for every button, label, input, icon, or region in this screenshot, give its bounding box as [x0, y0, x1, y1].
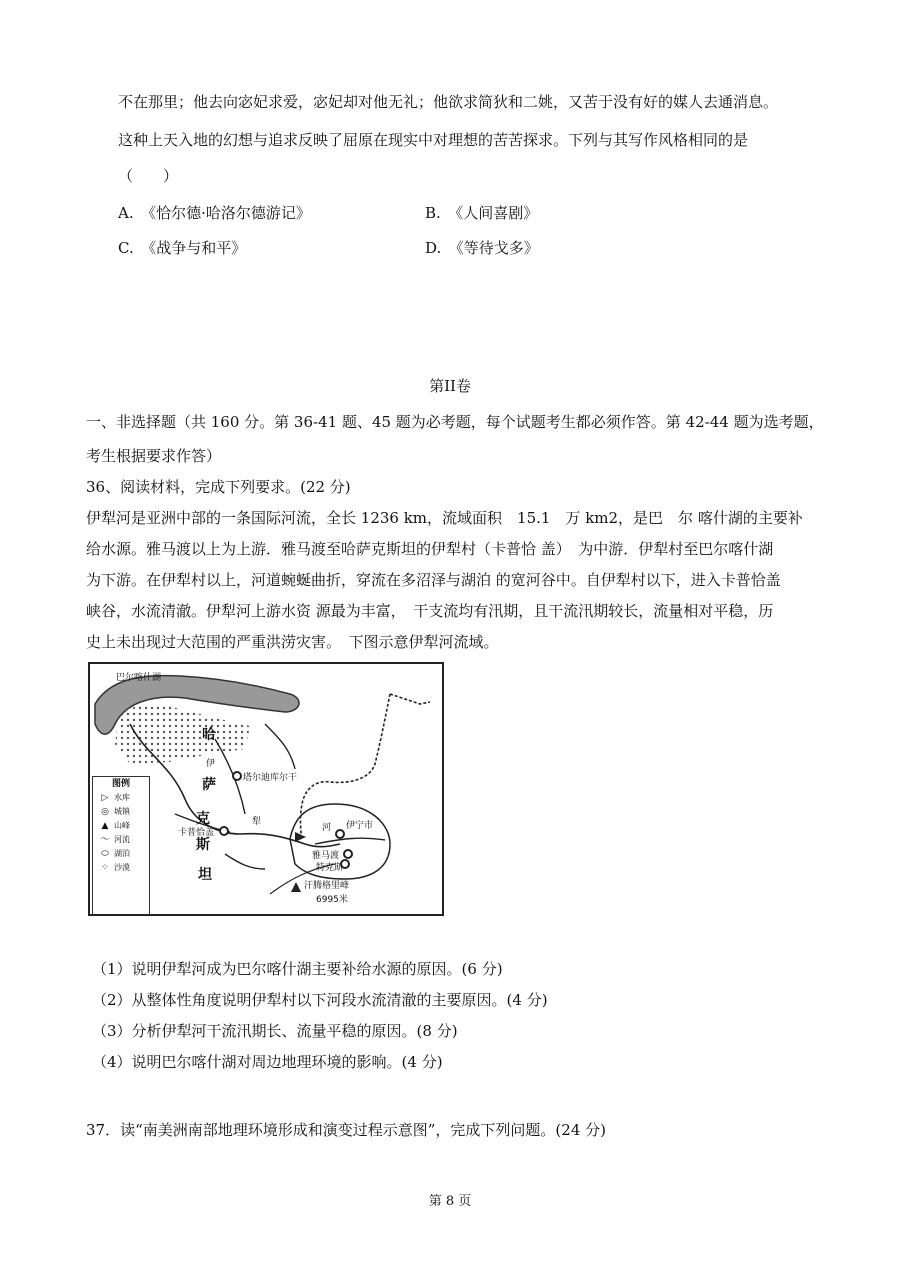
city-icon: ◎ [101, 807, 109, 817]
option-b: B. 《人间喜剧》 [425, 204, 539, 222]
label-country-5: 坦 [198, 867, 212, 883]
label-city-taldykorgan: 塔尔迪库尔干 [243, 773, 298, 783]
label-lake: 巴尔喀什湖 [116, 673, 162, 683]
peak-marker [291, 882, 301, 892]
instructions-line-2: 考生根据要求作答） [86, 447, 222, 465]
option-a: A. 《恰尔德·哈洛尔德游记》 [118, 204, 311, 222]
sub-question-4: （4）说明巴尔喀什湖对周边地理环境的影响。(4 分) [92, 1053, 443, 1071]
question-37-title: 37．读“南美洲南部地理环境形成和演变过程示意图”，完成下列问题。(24 分) [86, 1121, 606, 1139]
legend-label: 水库 [114, 793, 130, 802]
option-c: C. 《战争与和平》 [118, 239, 247, 257]
section-title: 第II卷 [429, 377, 471, 395]
label-river-2: 犁 [252, 817, 262, 827]
label-country-1: 哈 [202, 727, 216, 743]
legend-item-desert [93, 861, 149, 875]
label-river-3: 河 [322, 823, 332, 833]
label-river-1: 伊 [206, 759, 216, 769]
legend-label: 山峰 [114, 821, 130, 830]
question-36-title: 36、阅读材料，完成下列要求。(22 分) [86, 478, 351, 496]
material-line-1: 伊犁河是亚洲中部的一条国际河流，全长 1236 km，流域面积 15.1 万 km2，是巴 尔 喀什湖的主要补 [86, 509, 803, 527]
legend-label: 河流 [114, 835, 130, 844]
sub-question-3: （3）分析伊犁河干流汛期长、流量平稳的原因。(8 分) [92, 1022, 458, 1040]
legend-item-city [93, 805, 149, 819]
sub-question-1: （1）说明伊犁河成为巴尔喀什湖主要补给水源的原因。(6 分) [92, 960, 503, 978]
reservoir-icon: ▷ [101, 793, 109, 803]
passage-line-1: 不在那里；他去向宓妃求爱，宓妃却对他无礼；他欲求简狄和二姚，又苦于没有好的媒人去通消息。 [118, 93, 779, 111]
border-east [390, 694, 430, 704]
legend-label: 湖泊 [114, 849, 130, 858]
passage-line-2: 这种上天入地的幻想与追求反映了屈原在现实中对理想的苦苦探求。下列与其写作风格相同的是 [118, 131, 749, 149]
legend-item-peak [93, 819, 149, 833]
sub-question-2: （2）从整体性角度说明伊犁村以下河段水流清澈的主要原因。(4 分) [92, 991, 548, 1009]
ili-river-basin-map [88, 662, 444, 916]
label-peak: 汗腾格里峰 [304, 881, 350, 891]
label-city-tekes: 特克斯 [316, 863, 344, 873]
lake-icon: ⬭ [101, 849, 109, 859]
city-marker-yamadu [344, 850, 352, 858]
label-city-yining: 伊宁市 [346, 821, 374, 831]
answer-blank: （ ） [118, 167, 179, 185]
legend-title: 图例 [111, 779, 130, 789]
legend-item-river [93, 833, 149, 847]
legend-label: 沙漠 [114, 863, 130, 872]
river-tributary-1 [265, 724, 295, 769]
label-city-yamadu: 雅马渡 [312, 851, 340, 861]
label-country-3: 克 [196, 811, 210, 827]
legend-label: 城镇 [114, 807, 130, 816]
legend-item-lake [93, 847, 149, 861]
page-footer: 第 8 页 [428, 1194, 472, 1209]
label-peak-height: 6995米 [316, 895, 348, 905]
legend-item-reservoir [93, 791, 149, 805]
option-d: D. 《等待戈多》 [425, 239, 539, 257]
map-legend [92, 776, 150, 916]
material-line-4: 峡谷，水流清澈。伊犁河上游水资 源最为丰富， 干支流均有汛期，且干流汛期较长，流量相对平稳，历 [86, 602, 774, 620]
peak-icon: ▲ [101, 821, 109, 831]
label-city-kapchagay: 卡普恰盖 [178, 828, 215, 838]
instructions-line-1: 一、非选择题（共 160 分。第 36-41 题、45 题为必考题，每个试题考生都必须作答。第 42-44 题为选考题， [86, 413, 824, 431]
label-country-2: 萨 [202, 777, 216, 793]
desert-icon: ⁘ [101, 863, 109, 873]
city-marker-yining [336, 830, 344, 838]
river-icon: 〜 [100, 835, 110, 845]
river-south [225, 854, 265, 869]
material-line-3: 为下游。在伊犁村以上，河道蜿蜒曲折，穿流在多沼泽与湖泊 的宽河谷中。自伊犁村以下，进入卡普恰盖 [86, 571, 781, 589]
label-country-4: 斯 [196, 837, 210, 853]
tekes-river [315, 838, 385, 844]
city-marker-kapchagay [220, 827, 228, 835]
material-line-2: 给水源。雅马渡以上为上游．雅马渡至哈萨克斯坦的伊犁村（卡普恰 盖） 为中游．伊犁村至巴尔喀什湖 [86, 540, 774, 558]
city-marker-taldykorgan [233, 772, 241, 780]
material-line-5: 史上未出现过大范围的严重洪涝灾害。 下图示意伊犁河流域。 [86, 633, 499, 651]
